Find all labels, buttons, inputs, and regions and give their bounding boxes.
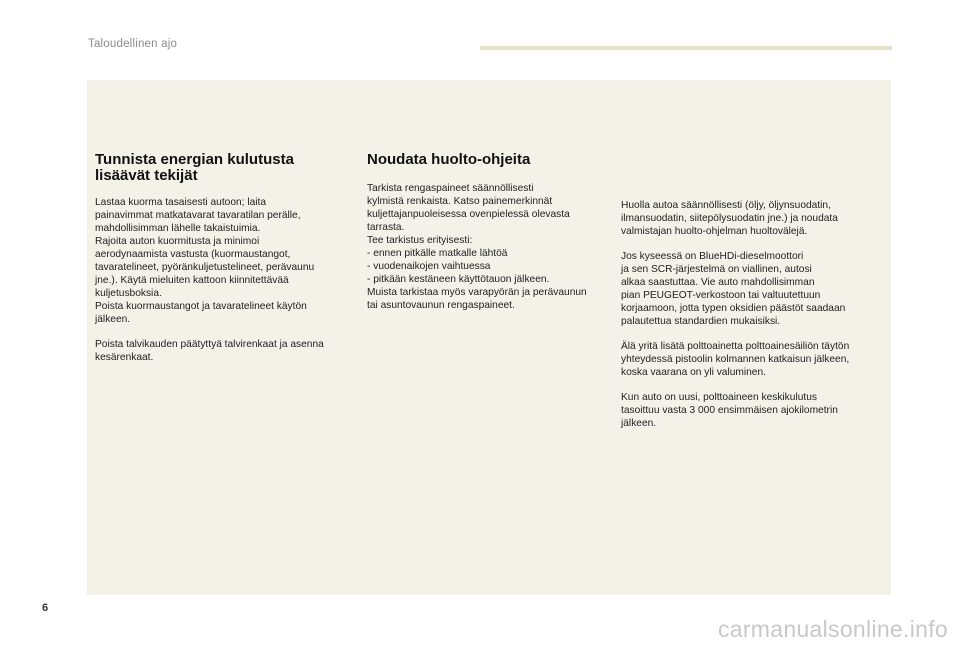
section-heading-energy: Tunnista energian kulutusta lisäävät tekijät bbox=[95, 151, 294, 184]
paragraph-service-schedule: Huolla autoa säännöllisesti (öljy, öljynsuodatin, ilmansuodatin, siitepölysuodatin jne.) ja noudata valmistajan huolto-ohjelman huoltovälejä. bbox=[621, 200, 838, 237]
header-decorative-bar bbox=[480, 46, 892, 50]
paragraph-tyre-pressure: Tarkista rengaspaineet säännöllisesti kylmistä renkaista. Katso painemerkinnät kuljettajanpuoleisessa ovenpielessä olevasta tarrasta. Tee tarkistus erityisesti: - ennen pitkälle matkalle lähtöä - vuodenaikojen vaihtuessa - pitkään kestäneen käyttötauon jälkeen. Muista tarkistaa myös varapyörän ja perävaunun tai asuntovaunun rengaspaineet. bbox=[367, 183, 587, 311]
column-maintenance bbox=[367, 152, 607, 312]
running-header-title: Taloudellinen ajo bbox=[88, 38, 178, 50]
paragraph-refuelling: Älä yritä lisätä polttoainetta polttoainesäiliön täytön yhteydessä pistoolin kolmannen katkaisun jälkeen, koska vaarana on yli valuminen. bbox=[621, 341, 850, 378]
paragraph-winter-tyres: Poista talvikauden päätyttyä talvirenkaat ja asenna kesärenkaat. bbox=[95, 339, 324, 363]
paragraph-bluehdi-scr: Jos kyseessä on BlueHDi-dieselmoottori ja sen SCR-järjestelmä on viallinen, autosi alkaa saastuttaa. Vie auto mahdollisimman pian PEUGEOT-verkostoon tai valtuutettuun korjaamoon, jotta typen oksidien päästöt saadaan palautettua standardien mukaisiksi. bbox=[621, 251, 846, 327]
column-energy-factors bbox=[95, 152, 357, 364]
page-number: 6 bbox=[42, 602, 49, 614]
watermark: carmanualsonline.info bbox=[717, 616, 948, 642]
paragraph-load-distribution: Lastaa kuorma tasaisesti autoon; laita painavimmat matkatavarat tavaratilan perälle, mahdollisimman lähelle takaistuimia. Rajoita auton kuormitusta ja minimoi aerodynaamista vastusta (kuormaustangot, tavaratelineet, pyöränkuljetustelineet, perävaunu jne.). Käytä mieluiten kattoon kiinnitettävää kuljetusboksia. Poista kuormaustangot ja tavaratelineet käytön jälkeen. bbox=[95, 197, 315, 325]
paragraph-new-car-consumption: Kun auto on uusi, polttoaineen keskikulutus tasoittuu vasta 3 000 ensimmäisen ajokilometrin jälkeen. bbox=[621, 392, 838, 429]
section-heading-maintenance: Noudata huolto-ohjeita bbox=[367, 151, 531, 168]
column-maintenance-continued bbox=[621, 199, 885, 442]
